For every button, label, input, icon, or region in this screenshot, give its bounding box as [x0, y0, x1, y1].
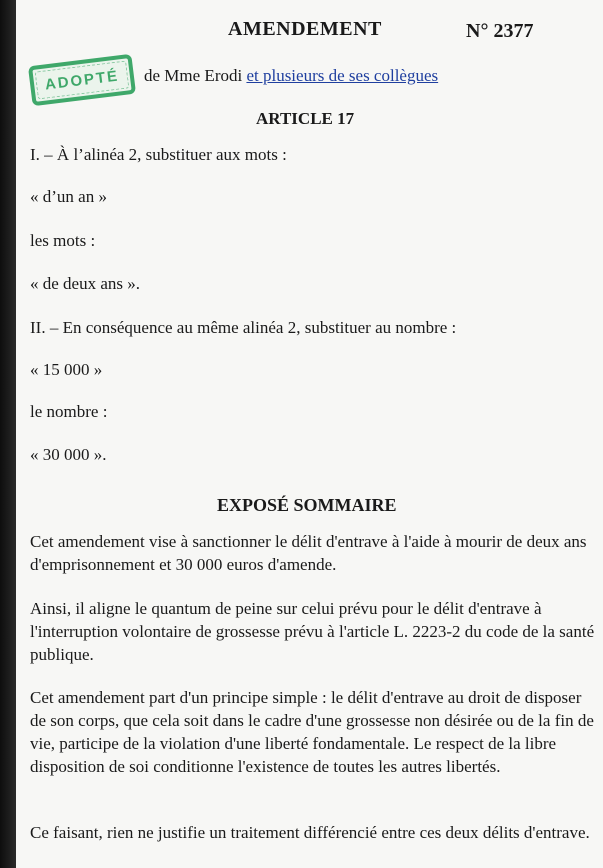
expose-paragraph: Cet amendement vise à sanctionner le délit d'entrave à l'aide à mourir de deux ans d'emprisonnement et 30 000 euros d'amende.	[30, 532, 587, 574]
document-page	[16, 0, 603, 868]
amendment-title: AMENDEMENT	[228, 18, 382, 40]
amendment-number: N° 2377	[466, 20, 534, 42]
co-authors-link[interactable]: et plusieurs de ses collègues	[246, 66, 439, 85]
dispositif-line: « d’un an »	[30, 187, 107, 206]
expose-paragraph: Ce faisant, rien ne justifie un traitement différencié entre ces deux délits d'entrave.	[30, 823, 590, 842]
dispositif-line: les mots :	[30, 231, 96, 250]
expose-paragraph: Cet amendement part d'un principe simple : le délit d'entrave au droit de disposer de son corps, que cela soit dans le cadre d'une grossesse non désirée ou de la fin de vie, participe de la violation d'une liberté fondamentale. Le respect de la libre disposition de soi conditionne l'existence de toutes les autres libertés.	[30, 688, 594, 776]
author-name: de Mme Erodi	[144, 66, 243, 85]
dispositif-line: « 15 000 »	[30, 360, 103, 379]
dispositif-line: II. – En conséquence au même alinéa 2, substituer au nombre :	[30, 318, 457, 337]
author-line	[144, 66, 438, 86]
expose-sommaire-heading: EXPOSÉ SOMMAIRE	[217, 495, 397, 515]
photo-dark-edge	[0, 0, 16, 868]
adopted-stamp-label: ADOPTÉ	[43, 67, 121, 93]
adopted-stamp	[28, 54, 136, 106]
expose-paragraph: Ainsi, il aligne le quantum de peine sur celui prévu pour le délit d'entrave à l'interruption volontaire de grossesse prévu à l'article L. 2223-2 du code de la santé publique.	[30, 599, 595, 664]
article-heading: ARTICLE 17	[256, 109, 355, 128]
dispositif-line: « 30 000 ».	[30, 445, 107, 464]
dispositif-line: I. – À l’alinéa 2, substituer aux mots :	[30, 145, 287, 164]
dispositif-line: le nombre :	[30, 402, 108, 421]
dispositif-line: « de deux ans ».	[30, 274, 141, 293]
